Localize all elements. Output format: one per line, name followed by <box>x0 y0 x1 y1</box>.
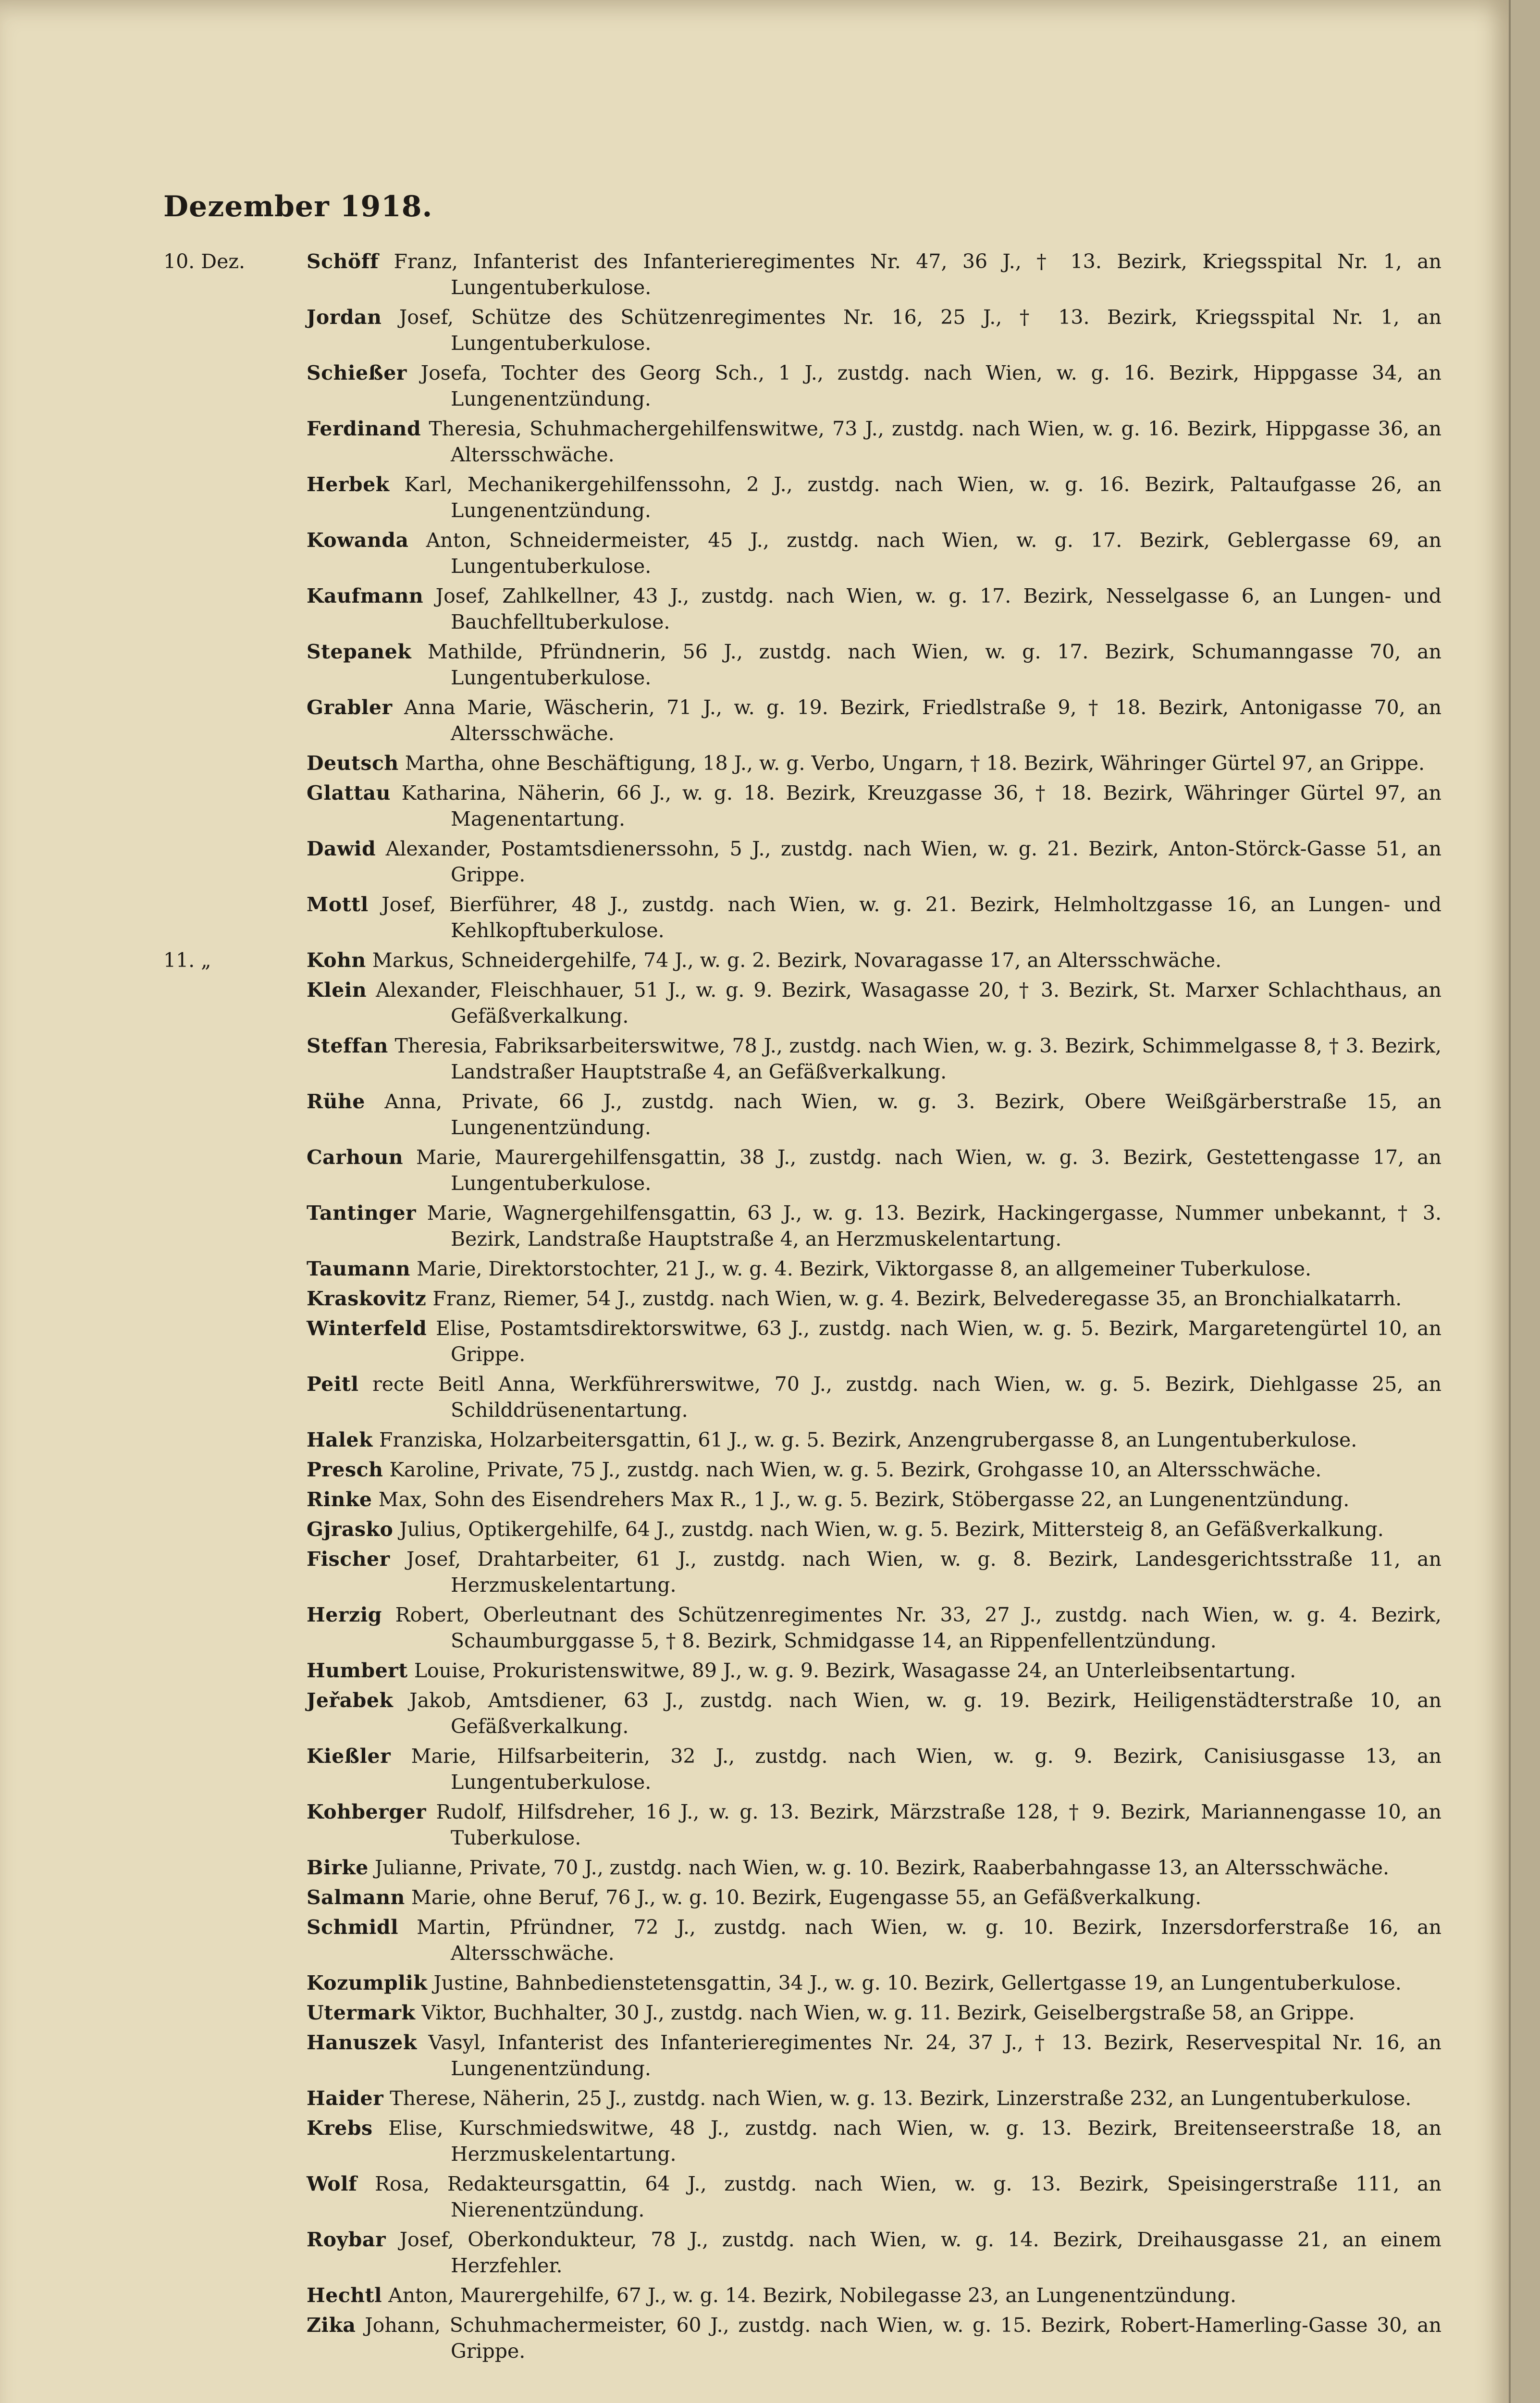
entry-text <box>307 1427 1441 1453</box>
entry-surname: Salmann <box>307 1886 405 1909</box>
entry-details: Robert, Oberleutnant des Schützenregimentes Nr. 33, 27 J., zustdg. nach Wien, w. g. 4. Bezirk, Schaumburggasse 5, † 8. Bezirk, Schmidgasse 14, an Rippenfellentzündung. <box>382 1603 1441 1652</box>
entry-text <box>307 1884 1441 1910</box>
entry-text <box>307 2000 1441 2026</box>
entry-surname: Rinke <box>307 1488 372 1511</box>
list-item <box>163 248 1441 300</box>
list-item <box>163 1033 1441 1085</box>
entry-details: Theresia, Schuhmachergehilfenswitwe, 73 J., zustdg. nach Wien, w. g. 16. Bezirk, Hippgasse 36, an Altersschwäche. <box>421 417 1441 466</box>
entry-details: Martin, Pfründner, 72 J., zustdg. nach Wien, w. g. 10. Bezirk, Inzersdorferstraße 16, an Altersschwäche. <box>398 1916 1441 1965</box>
entry-details: Anton, Maurergehilfe, 67 J., w. g. 14. Bezirk, Nobilegasse 23, an Lungenentzündung. <box>382 2284 1237 2307</box>
entry-text <box>307 1033 1441 1085</box>
entry-text <box>307 750 1441 776</box>
list-item <box>163 1144 1441 1196</box>
entry-surname: Mottl <box>307 893 369 916</box>
entry-surname: Grabler <box>307 696 393 719</box>
entry-surname: Birke <box>307 1856 369 1879</box>
entry-text <box>307 416 1441 468</box>
entry-text <box>307 1546 1441 1598</box>
entry-details: Elise, Kurschmiedswitwe, 48 J., zustdg. nach Wien, w. g. 13. Bezirk, Breitenseerstraße 18, an Herzmuskelentartung. <box>372 2117 1441 2166</box>
list-item <box>163 1743 1441 1795</box>
entry-text <box>307 360 1441 412</box>
entry-surname: Ferdinand <box>307 417 421 440</box>
entry-text <box>307 1855 1441 1881</box>
entry-text <box>307 583 1441 635</box>
entry-details: Martha, ohne Beschäftigung, 18 J., w. g. Verbo, Ungarn, † 18. Bezirk, Währinger Gürtel 97, an Grippe. <box>398 752 1425 775</box>
entry-details: Josef, Bierführer, 48 J., zustdg. nach Wien, w. g. 21. Bezirk, Helmholtzgasse 16, an Lungen- und Kehlkopftuberkulose. <box>368 893 1441 942</box>
entry-details: Josef, Schütze des Schützenregimentes Nr. 16, 25 J., † 13. Bezirk, Kriegsspital Nr. 1, an Lungentuberkulose. <box>382 306 1441 355</box>
entry-details: Marie, Direktorstochter, 21 J., w. g. 4. Bezirk, Viktorgasse 8, an allgemeiner Tuberkulose. <box>410 1257 1312 1280</box>
entry-text <box>307 892 1441 943</box>
list-item <box>163 1546 1441 1598</box>
entry-details: Vasyl, Infanterist des Infanterieregimentes Nr. 24, 37 J., † 13. Bezirk, Reservespital Nr. 16, an Lungenentzündung. <box>417 2031 1441 2080</box>
adjacent-page-edge <box>1509 0 1540 2403</box>
list-item <box>163 1602 1441 1654</box>
entry-details: Rosa, Redakteursgattin, 64 J., zustdg. nach Wien, w. g. 13. Bezirk, Speisingerstraße 111, an Nierenentzündung. <box>357 2172 1441 2221</box>
entry-details: Max, Sohn des Eisendrehers Max R., 1 J., w. g. 5. Bezirk, Stöbergasse 22, an Lungenentzündung. <box>372 1488 1350 1511</box>
list-item <box>163 639 1441 691</box>
entry-details: Markus, Schneidergehilfe, 74 J., w. g. 2. Bezirk, Novaragasse 17, an Altersschwäche. <box>366 949 1222 972</box>
entry-date: 10. Dez. <box>163 250 246 273</box>
entry-surname: Herzig <box>307 1603 382 1626</box>
entry-details: Alexander, Fleischhauer, 51 J., w. g. 9. Bezirk, Wasagasse 20, † 3. Bezirk, St. Marxer Schlachthaus, an Gefäßverkalkung. <box>367 979 1441 1028</box>
list-item <box>163 2282 1441 2308</box>
entry-details: Jakob, Amtsdiener, 63 J., zustdg. nach Wien, w. g. 19. Bezirk, Heiligenstädterstraße 10, an Gefäßverkalkung. <box>393 1689 1441 1738</box>
entry-surname: Utermark <box>307 2001 416 2024</box>
list-item <box>163 2227 1441 2279</box>
entry-text <box>307 1516 1441 1542</box>
entry-surname: Kraskovitz <box>307 1287 427 1310</box>
list-item <box>163 2115 1441 2167</box>
entry-details: recte Beitl Anna, Werkführerswitwe, 70 J., zustdg. nach Wien, w. g. 5. Bezirk, Diehlgasse 25, an Schilddrüsenentartung. <box>358 1373 1441 1422</box>
entry-text <box>307 2030 1441 2081</box>
entry-details: Julius, Optikergehilfe, 64 J., zustdg. nach Wien, w. g. 5. Bezirk, Mittersteig 8, an Gefäßverkalkung. <box>393 1518 1384 1541</box>
entry-surname: Schöff <box>307 250 379 273</box>
list-item <box>163 1256 1441 1282</box>
entry-text <box>307 1371 1441 1423</box>
entry-details: Louise, Prokuristenswitwe, 89 J., w. g. 9. Bezirk, Wasagasse 24, an Unterleibsentartung. <box>407 1659 1296 1682</box>
list-item <box>163 1884 1441 1910</box>
entry-text <box>307 694 1441 746</box>
entry-text <box>307 2227 1441 2279</box>
list-item <box>163 892 1441 943</box>
entry-surname: Zika <box>307 2314 356 2337</box>
entry-surname: Schmidl <box>307 1916 399 1939</box>
list-item <box>163 1286 1441 1312</box>
entry-text <box>307 1602 1441 1654</box>
entry-text <box>307 304 1441 356</box>
list-item <box>163 836 1441 888</box>
entry-surname: Jeřabek <box>307 1689 394 1712</box>
list-item <box>163 1371 1441 1423</box>
entry-details: Marie, Maurergehilfensgattin, 38 J., zustdg. nach Wien, w. g. 3. Bezirk, Gestettengasse 17, an Lungentuberkulose. <box>403 1146 1441 1195</box>
entry-text <box>307 1315 1441 1367</box>
entry-surname: Hechtl <box>307 2284 382 2307</box>
list-item <box>163 527 1441 579</box>
entry-surname: Halek <box>307 1428 373 1451</box>
entry-surname: Haider <box>307 2087 384 2110</box>
list-item <box>163 1200 1441 1252</box>
entry-details: Anna Marie, Wäscherin, 71 J., w. g. 19. Bezirk, Friedlstraße 9, † 18. Bezirk, Antonigasse 70, an Altersschwäche. <box>392 696 1441 745</box>
entry-details: Karl, Mechanikergehilfenssohn, 2 J., zustdg. nach Wien, w. g. 16. Bezirk, Paltaufgasse 26, an Lungenentzündung. <box>389 473 1441 522</box>
entry-surname: Gjrasko <box>307 1518 394 1541</box>
entry-surname: Rühe <box>307 1090 365 1113</box>
entry-text <box>307 836 1441 888</box>
entry-details: Franziska, Holzarbeitersgattin, 61 J., w. g. 5. Bezirk, Anzengrubergasse 8, an Lungentuberkulose. <box>372 1428 1357 1451</box>
list-item <box>163 1658 1441 1684</box>
entry-surname: Jordan <box>307 306 382 329</box>
list-item <box>163 2000 1441 2026</box>
entry-text <box>307 1687 1441 1739</box>
list-item <box>163 1914 1441 1966</box>
entry-surname: Fischer <box>307 1548 390 1571</box>
entry-details: Josef, Drahtarbeiter, 61 J., zustdg. nach Wien, w. g. 8. Bezirk, Landesgerichtsstraße 11, an Herzmuskelentartung. <box>390 1548 1441 1597</box>
list-item <box>163 1799 1441 1851</box>
list-item <box>163 304 1441 356</box>
list-item <box>163 1089 1441 1140</box>
entry-details: Karoline, Private, 75 J., zustdg. nach Wien, w. g. 5. Bezirk, Grohgasse 10, an Altersschwäche. <box>383 1458 1322 1481</box>
list-item <box>163 1855 1441 1881</box>
entry-surname: Herbek <box>307 473 390 496</box>
entry-details: Franz, Infanterist des Infanterieregimentes Nr. 47, 36 J., † 13. Bezirk, Kriegsspital Nr. 1, an Lungentuberkulose. <box>379 250 1441 299</box>
entry-date: 11. „ <box>163 949 211 972</box>
list-item <box>163 1486 1441 1512</box>
entry-text <box>307 1457 1441 1483</box>
entry-details: Mathilde, Pfründnerin, 56 J., zustdg. nach Wien, w. g. 17. Bezirk, Schumanngasse 70, an Lungentuberkulose. <box>411 640 1441 689</box>
list-item <box>163 694 1441 746</box>
entry-details: Franz, Riemer, 54 J., zustdg. nach Wien, w. g. 4. Bezirk, Belvederegasse 35, an Bronchialkatarrh. <box>426 1287 1402 1310</box>
entry-surname: Krebs <box>307 2117 373 2140</box>
entry-text <box>307 977 1441 1029</box>
entry-surname: Tantinger <box>307 1202 417 1225</box>
entry-text <box>307 1743 1441 1795</box>
page-title: Dezember 1918. <box>163 190 433 223</box>
entry-surname: Dawid <box>307 837 376 860</box>
list-item <box>163 1457 1441 1483</box>
entry-text <box>307 2171 1441 2223</box>
entry-details: Johann, Schuhmachermeister, 60 J., zustdg. nach Wien, w. g. 15. Bezirk, Robert-Hamerling-Gasse 30, an Grippe. <box>356 2314 1441 2363</box>
entry-text <box>307 1970 1441 1996</box>
entry-details: Justine, Bahnbedienstetensgattin, 34 J., w. g. 10. Bezirk, Gellertgasse 19, an Lungentuberkulose. <box>427 1971 1402 1994</box>
entry-text <box>307 2085 1441 2111</box>
entry-text <box>307 1799 1441 1851</box>
entry-text <box>307 248 1441 300</box>
entry-text <box>307 1089 1441 1140</box>
entry-surname: Schießer <box>307 361 407 384</box>
list-item <box>163 750 1441 776</box>
list-item <box>163 471 1441 523</box>
entry-surname: Taumann <box>307 1257 411 1280</box>
entry-surname: Stepanek <box>307 640 412 663</box>
entry-text <box>307 527 1441 579</box>
page-content <box>163 190 1441 2368</box>
entry-surname: Kohn <box>307 949 366 972</box>
entry-text <box>307 1286 1441 1312</box>
entry-text <box>307 2312 1441 2364</box>
entry-details: Katharina, Näherin, 66 J., w. g. 18. Bezirk, Kreuzgasse 36, † 18. Bezirk, Währinger Gürtel 97, an Magenentartung. <box>390 781 1441 830</box>
entry-details: Alexander, Postamtsdienerssohn, 5 J., zustdg. nach Wien, w. g. 21. Bezirk, Anton-Störck-Gasse 51, an Grippe. <box>376 837 1441 886</box>
entry-surname: Kießler <box>307 1745 391 1768</box>
entry-details: Theresia, Fabriksarbeiterswitwe, 78 J., zustdg. nach Wien, w. g. 3. Bezirk, Schimmelgasse 8, † 3. Bezirk, Landstraßer Hauptstraße 4, an Gefäßverkalkung. <box>388 1034 1441 1083</box>
entry-text <box>307 1256 1441 1282</box>
entry-text <box>307 1486 1441 1512</box>
entry-details: Julianne, Private, 70 J., zustdg. nach Wien, w. g. 10. Bezirk, Raaberbahngasse 13, an Altersschwäche. <box>368 1856 1390 1879</box>
entry-surname: Kozumplik <box>307 1971 428 1994</box>
entry-surname: Glattau <box>307 781 391 805</box>
entry-surname: Kowanda <box>307 529 409 552</box>
entry-details: Josef, Zahlkellner, 43 J., zustdg. nach Wien, w. g. 17. Bezirk, Nesselgasse 6, an Lungen- und Bauchfelltuberkulose. <box>423 584 1441 633</box>
list-item <box>163 947 1441 973</box>
list-item <box>163 1970 1441 1996</box>
death-record-list <box>163 248 1441 2364</box>
entry-surname: Winterfeld <box>307 1317 427 1340</box>
entry-details: Elise, Postamtsdirektorswitwe, 63 J., zustdg. nach Wien, w. g. 5. Bezirk, Margaretengürtel 10, an Grippe. <box>427 1317 1441 1366</box>
entry-text <box>307 1200 1441 1252</box>
entry-text <box>307 2282 1441 2308</box>
list-item <box>163 977 1441 1029</box>
entry-surname: Kohberger <box>307 1800 427 1823</box>
entry-details: Josefa, Tochter des Georg Sch., 1 J., zustdg. nach Wien, w. g. 16. Bezirk, Hippgasse 34, an Lungenentzündung. <box>407 361 1441 410</box>
entry-details: Marie, Hilfsarbeiterin, 32 J., zustdg. nach Wien, w. g. 9. Bezirk, Canisiusgasse 13, an Lungentuberkulose. <box>391 1745 1441 1794</box>
entry-text <box>307 947 1441 973</box>
entry-details: Marie, ohne Beruf, 76 J., w. g. 10. Bezirk, Eugengasse 55, an Gefäßverkalkung. <box>405 1886 1202 1909</box>
list-item <box>163 780 1441 832</box>
entry-details: Josef, Oberkondukteur, 78 J., zustdg. nach Wien, w. g. 14. Bezirk, Dreihausgasse 21, an einem Herzfehler. <box>386 2228 1441 2277</box>
entry-details: Anna, Private, 66 J., zustdg. nach Wien, w. g. 3. Bezirk, Obere Weißgärberstraße 15, an Lungenentzündung. <box>365 1090 1441 1139</box>
entry-surname: Kaufmann <box>307 584 424 607</box>
list-item <box>163 416 1441 468</box>
entry-details: Therese, Näherin, 25 J., zustdg. nach Wien, w. g. 13. Bezirk, Linzerstraße 232, an Lungentuberkulose. <box>383 2087 1412 2110</box>
list-item <box>163 1516 1441 1542</box>
entry-details: Rudolf, Hilfsdreher, 16 J., w. g. 13. Bezirk, Märzstraße 128, † 9. Bezirk, Mariannengasse 10, an Tuberkulose. <box>426 1800 1441 1849</box>
entry-text <box>307 780 1441 832</box>
list-item <box>163 2312 1441 2364</box>
entry-surname: Presch <box>307 1458 383 1481</box>
entry-details: Marie, Wagnergehilfensgattin, 63 J., w. g. 13. Bezirk, Hackingergasse, Nummer unbekannt, † 3. Bezirk, Landstraße Hauptstraße 4, an Herzmuskelentartung. <box>416 1202 1441 1251</box>
entry-text <box>307 471 1441 523</box>
entry-surname: Klein <box>307 979 367 1002</box>
entry-text <box>307 2115 1441 2167</box>
entry-surname: Peitl <box>307 1373 359 1396</box>
entry-surname: Hanuszek <box>307 2031 417 2054</box>
list-item <box>163 2030 1441 2081</box>
list-item <box>163 583 1441 635</box>
list-item <box>163 1687 1441 1739</box>
entry-surname: Carhoun <box>307 1146 404 1169</box>
entry-text <box>307 1658 1441 1684</box>
list-item <box>163 360 1441 412</box>
entry-details: Anton, Schneidermeister, 45 J., zustdg. nach Wien, w. g. 17. Bezirk, Geblergasse 69, an Lungentuberkulose. <box>408 529 1441 578</box>
entry-text <box>307 1914 1441 1966</box>
entry-surname: Steffan <box>307 1034 388 1057</box>
entry-surname: Deutsch <box>307 752 399 775</box>
list-item <box>163 1427 1441 1453</box>
entry-surname: Humbert <box>307 1659 408 1682</box>
entry-details: Viktor, Buchhalter, 30 J., zustdg. nach Wien, w. g. 11. Bezirk, Geiselbergstraße 58, an Grippe. <box>415 2001 1355 2024</box>
list-item <box>163 2085 1441 2111</box>
entry-text <box>307 639 1441 691</box>
entry-surname: Wolf <box>307 2172 357 2195</box>
list-item <box>163 1315 1441 1367</box>
entry-surname: Roybar <box>307 2228 386 2251</box>
entry-text <box>307 1144 1441 1196</box>
list-item <box>163 2171 1441 2223</box>
